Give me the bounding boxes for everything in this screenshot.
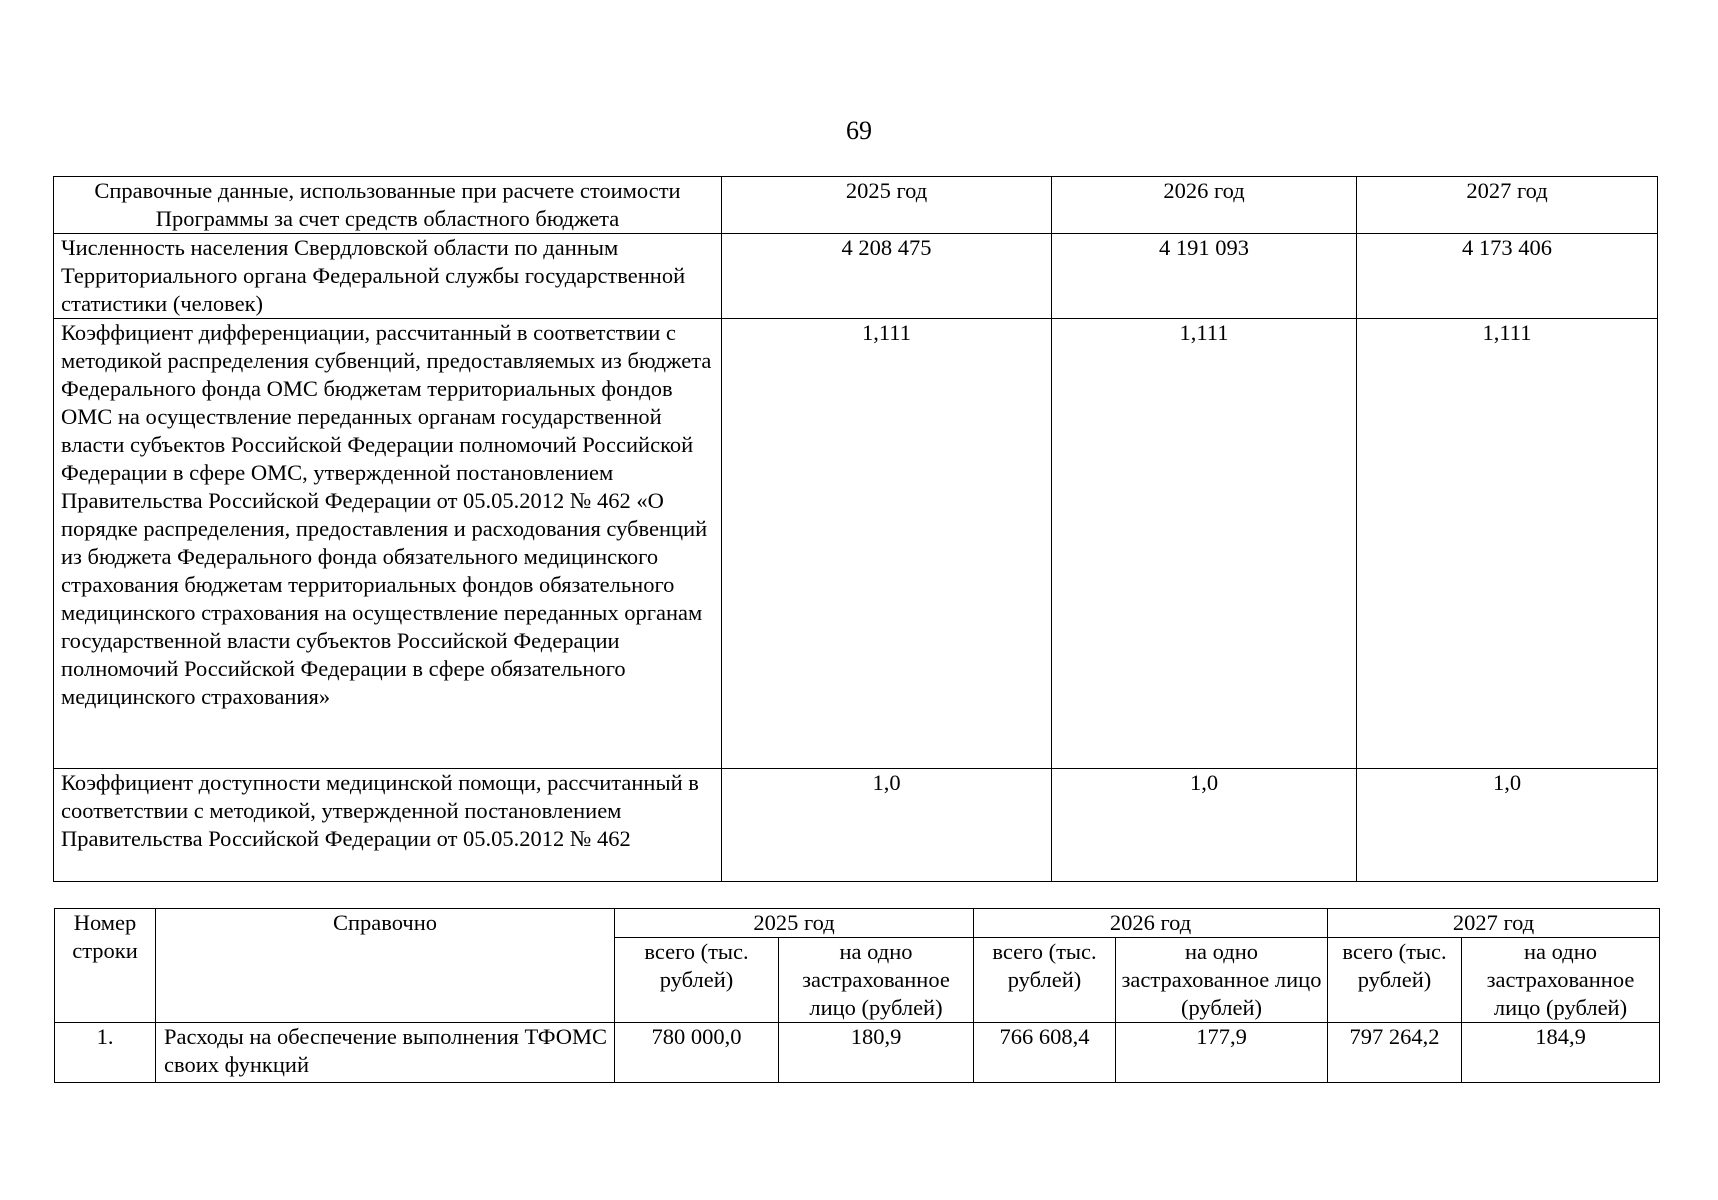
row-per-person-2025: 180,9 bbox=[779, 1023, 974, 1083]
table-row bbox=[54, 319, 1658, 769]
row-value-2025: 1,0 bbox=[722, 769, 1052, 882]
reference-data-table bbox=[53, 176, 1658, 882]
subheader-per-person-2025: на одно застрахованное лицо (рублей) bbox=[779, 938, 974, 1023]
row-number: 1. bbox=[55, 1023, 156, 1083]
table-row bbox=[55, 1023, 1660, 1083]
header-year-2025: 2025 год bbox=[722, 177, 1052, 234]
table-row bbox=[54, 769, 1658, 882]
subheader-total-2026: всего (тыс. рублей) bbox=[974, 938, 1116, 1023]
row-value-2027: 4 173 406 bbox=[1357, 234, 1658, 319]
expenses-table bbox=[54, 908, 1660, 1083]
row-value-2026: 1,0 bbox=[1052, 769, 1357, 882]
subheader-total-2027: всего (тыс. рублей) bbox=[1328, 938, 1462, 1023]
header-year-2027: 2027 год bbox=[1357, 177, 1658, 234]
row-value-2027: 1,0 bbox=[1357, 769, 1658, 882]
table-row bbox=[54, 234, 1658, 319]
page-number: 69 bbox=[846, 116, 872, 145]
row-total-2025: 780 000,0 bbox=[615, 1023, 779, 1083]
header-reference: Справочно bbox=[156, 909, 615, 1023]
row-description: Коэффициент дифференциации, рассчитанный в соответствии с методикой распределения субвенций, предоставляемых из бюджета Федерального фонда ОМС бюджетам территориальных фондов ОМС на осуществление переданных органам государственной власти субъектов Российской Федерации полномочий Российской Федерации в сфере ОМС, утвержденной постановлением Правительства Российской Федерации от 05.05.2012 № 462 «О порядке распределения, предоставления и расходования субвенций из бюджета Федерального фонда обязательного медицинского страхования бюджетам территориальных фондов обязательного медицинского страхования на осуществление переданных органам государственной власти субъектов Российской Федерации полномочий Российской Федерации в сфере обязательного медицинского страхования» bbox=[54, 319, 722, 769]
row-per-person-2026: 177,9 bbox=[1116, 1023, 1328, 1083]
header-year-2025: 2025 год bbox=[615, 909, 974, 938]
row-total-2027: 797 264,2 bbox=[1328, 1023, 1462, 1083]
header-description: Справочные данные, использованные при расчете стоимости Программы за счет средств областного бюджета bbox=[54, 177, 722, 234]
subheader-per-person-2027: на одно застрахованное лицо (рублей) bbox=[1462, 938, 1660, 1023]
row-value-2026: 4 191 093 bbox=[1052, 234, 1357, 319]
table-header-row bbox=[55, 909, 1660, 938]
header-year-2026: 2026 год bbox=[1052, 177, 1357, 234]
row-per-person-2027: 184,9 bbox=[1462, 1023, 1660, 1083]
row-value-2027: 1,111 bbox=[1357, 319, 1658, 769]
header-year-2026: 2026 год bbox=[974, 909, 1328, 938]
row-description: Численность населения Свердловской области по данным Территориального органа Федеральной службы государственной статистики (человек) bbox=[54, 234, 722, 319]
header-row-number: Номер строки bbox=[55, 909, 156, 1023]
subheader-per-person-2026: на одно застрахованное лицо (рублей) bbox=[1116, 938, 1328, 1023]
row-description: Коэффициент доступности медицинской помощи, рассчитанный в соответствии с методикой, утвержденной постановлением Правительства Российской Федерации от 05.05.2012 № 462 bbox=[54, 769, 722, 882]
header-year-2027: 2027 год bbox=[1328, 909, 1660, 938]
row-value-2026: 1,111 bbox=[1052, 319, 1357, 769]
row-value-2025: 1,111 bbox=[722, 319, 1052, 769]
row-total-2026: 766 608,4 bbox=[974, 1023, 1116, 1083]
table-header-row bbox=[54, 177, 1658, 234]
row-value-2025: 4 208 475 bbox=[722, 234, 1052, 319]
row-description: Расходы на обеспечение выполнения ТФОМС своих функций bbox=[156, 1023, 615, 1083]
subheader-total-2025: всего (тыс. рублей) bbox=[615, 938, 779, 1023]
